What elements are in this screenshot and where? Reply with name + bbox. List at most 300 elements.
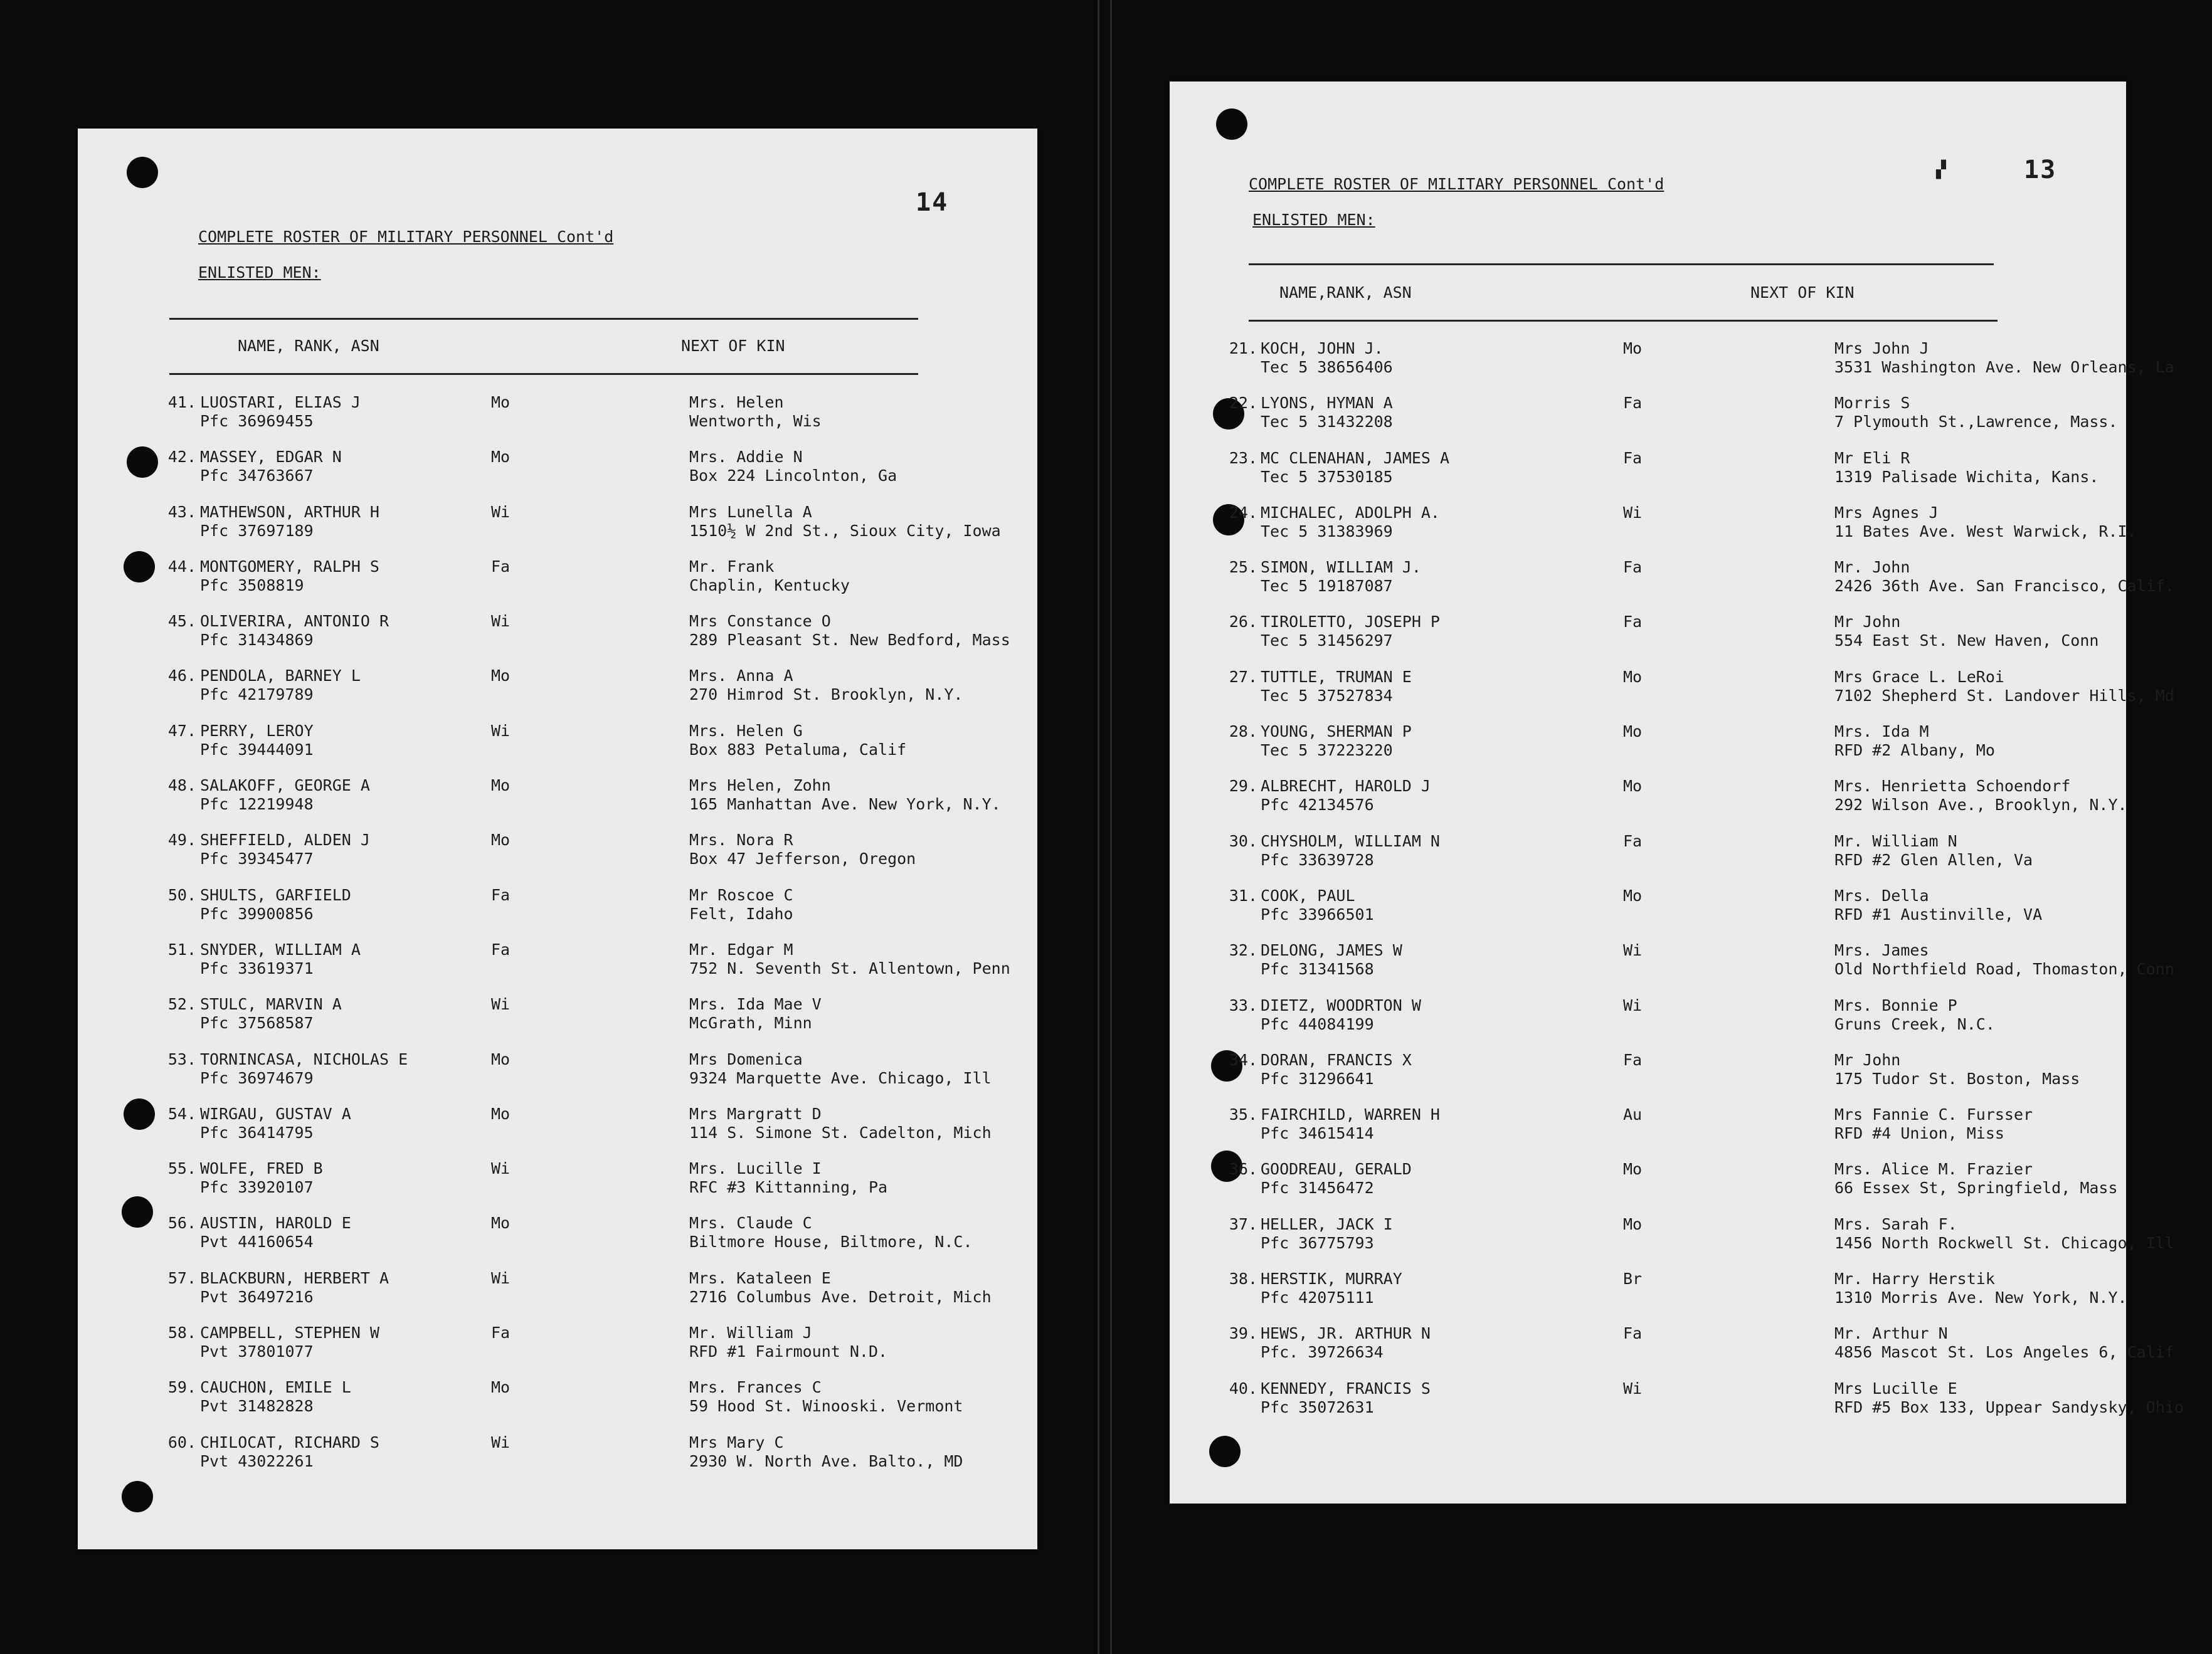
- entry-number: 47.: [167, 721, 196, 740]
- entry-number: 58.: [167, 1324, 196, 1342]
- relationship: Fa: [1623, 448, 1643, 467]
- next-of-kin-address: 554 East St. New Haven, Conn: [1834, 631, 2099, 650]
- soldier-name: TORNINCASA, NICHOLAS E: [200, 1050, 408, 1068]
- entry-number: 24.: [1229, 503, 1257, 522]
- entry-number: 35.: [1229, 1105, 1257, 1124]
- next-of-kin-name: Mrs Fannie C. Fursser: [1834, 1105, 2033, 1124]
- entry-number: 33.: [1229, 996, 1257, 1014]
- rank-serial-number: Pfc 31341568: [1261, 960, 1374, 979]
- roster-entry: [150, 722, 1028, 776]
- relationship: Mo: [491, 666, 511, 685]
- entry-number: 48.: [167, 776, 196, 795]
- rank-serial-number: Tec 5 37223220: [1261, 741, 1393, 760]
- next-of-kin-address: 114 S. Simone St. Cadelton, Mich: [689, 1123, 992, 1142]
- rank-serial-number: Pfc 12219948: [200, 795, 314, 814]
- roster-entry: [150, 666, 1028, 721]
- rank-serial-number: Pfc 34615414: [1261, 1124, 1374, 1143]
- rank-serial-number: Pfc 33619371: [200, 959, 314, 977]
- relationship: Wi: [1623, 503, 1643, 522]
- rank-serial-number: Pfc 36969455: [200, 412, 314, 430]
- entry-number: 37.: [1229, 1214, 1257, 1233]
- relationship: Fa: [1623, 1324, 1643, 1343]
- rank-serial-number: Pfc 33639728: [1261, 850, 1374, 869]
- soldier-name: PERRY, LEROY: [200, 721, 314, 740]
- soldier-name: KENNEDY, FRANCIS S: [1261, 1379, 1431, 1398]
- entry-number: 56.: [167, 1214, 196, 1233]
- section-title: ENLISTED MEN:: [1252, 211, 1375, 229]
- roster-entry: [150, 1269, 1028, 1324]
- next-of-kin-name: Mrs Constance O: [689, 612, 831, 631]
- next-of-kin-address: 1310 Morris Ave. New York, N.Y.: [1834, 1288, 2127, 1307]
- entry-number: 51.: [167, 940, 196, 959]
- relationship: Wi: [491, 1268, 511, 1287]
- next-of-kin-address: 3531 Washington Ave. New Orleans, La: [1834, 358, 2174, 376]
- roster-entry: [1201, 1160, 2117, 1214]
- next-of-kin-address: 7 Plymouth St.,Lawrence, Mass.: [1834, 413, 2118, 431]
- soldier-name: ALBRECHT, HAROLD J: [1261, 777, 1431, 796]
- punch-hole: [122, 1196, 153, 1228]
- document-title: COMPLETE ROSTER OF MILITARY PERSONNEL Cont'd: [198, 228, 614, 246]
- roster-entry: [150, 1214, 1028, 1268]
- next-of-kin-name: Mrs Margratt D: [689, 1104, 822, 1123]
- roster-entry: [1201, 449, 2117, 503]
- next-of-kin-name: Mr John: [1834, 1050, 1901, 1069]
- next-of-kin-address: 270 Himrod St. Brooklyn, N.Y.: [689, 685, 963, 704]
- entry-number: 45.: [167, 612, 196, 631]
- section-title: ENLISTED MEN:: [198, 263, 321, 282]
- rank-serial-number: Pfc 44084199: [1261, 1014, 1374, 1033]
- relationship: Mo: [1623, 339, 1643, 357]
- soldier-name: BLACKBURN, HERBERT A: [200, 1268, 389, 1287]
- roster-entry: [150, 1324, 1028, 1378]
- rank-serial-number: Pfc 39345477: [200, 850, 314, 868]
- rank-serial-number: Pfc 39444091: [200, 740, 314, 759]
- next-of-kin-name: Mrs Grace L. LeRoi: [1834, 667, 2004, 686]
- punch-hole: [127, 157, 158, 188]
- gutter-divider: [1098, 0, 1099, 1654]
- relationship: Fa: [1623, 831, 1643, 850]
- relationship: Wi: [491, 502, 511, 521]
- roster-entry: [150, 612, 1028, 666]
- relationship: Mo: [1623, 667, 1643, 686]
- relationship: Mo: [491, 1214, 511, 1233]
- next-of-kin-address: 66 Essex St, Springfield, Mass: [1834, 1179, 2118, 1198]
- next-of-kin-name: Mrs Lunella A: [689, 502, 812, 521]
- header-rule: [169, 318, 918, 320]
- soldier-name: SNYDER, WILLIAM A: [200, 940, 361, 959]
- rank-serial-number: Tec 5 37530185: [1261, 467, 1393, 486]
- roster-entry: [150, 1159, 1028, 1214]
- relationship: Fa: [491, 1324, 511, 1342]
- next-of-kin-address: Gruns Creek, N.C.: [1834, 1014, 1995, 1033]
- next-of-kin-name: Mrs. Claude C: [689, 1214, 812, 1233]
- next-of-kin-name: Mrs. Helen: [689, 393, 784, 411]
- next-of-kin-address: 2426 36th Ave. San Francisco, Calif.: [1834, 577, 2174, 596]
- soldier-name: TIROLETTO, JOSEPH P: [1261, 613, 1440, 631]
- column-header-name: NAME, RANK, ASN: [238, 337, 379, 355]
- header-rule: [1249, 320, 1998, 322]
- relationship: Wi: [491, 1159, 511, 1178]
- next-of-kin-name: Mrs. Ida M: [1834, 722, 1929, 741]
- rank-serial-number: Pfc 33920107: [200, 1178, 314, 1197]
- next-of-kin-address: Box 47 Jefferson, Oregon: [689, 850, 916, 868]
- soldier-name: YOUNG, SHERMAN P: [1261, 722, 1412, 741]
- roster-entry: [1201, 722, 2117, 777]
- next-of-kin-name: Mrs. James: [1834, 941, 1929, 960]
- next-of-kin-name: Mrs Agnes J: [1834, 503, 1939, 522]
- roster-entry: [1201, 1214, 2174, 1270]
- next-of-kin-name: Mrs. Alice M. Frazier: [1834, 1160, 2033, 1179]
- soldier-name: AUSTIN, HAROLD E: [200, 1214, 351, 1233]
- relationship: Fa: [491, 557, 511, 576]
- page-number: 13: [2024, 155, 2057, 184]
- roster-entry: [150, 557, 1028, 612]
- punch-hole: [1209, 1436, 1241, 1467]
- entry-number: 38.: [1229, 1270, 1257, 1288]
- entry-number: 28.: [1229, 722, 1257, 741]
- relationship: Mo: [491, 776, 511, 795]
- column-header-name: NAME,RANK, ASN: [1279, 283, 1412, 302]
- relationship: Wi: [1623, 996, 1643, 1014]
- roster-entry: [1201, 777, 2127, 831]
- soldier-name: CAMPBELL, STEPHEN W: [200, 1324, 379, 1342]
- entry-number: 54.: [167, 1104, 196, 1123]
- entry-number: 39.: [1229, 1324, 1257, 1343]
- entry-number: 31.: [1229, 886, 1257, 905]
- rank-serial-number: Tec 5 38656406: [1261, 358, 1393, 376]
- next-of-kin-address: 175 Tudor St. Boston, Mass: [1834, 1069, 2080, 1088]
- soldier-name: MONTGOMERY, RALPH S: [200, 557, 379, 576]
- header-rule: [169, 373, 918, 375]
- rank-serial-number: Pfc 31434869: [200, 631, 314, 650]
- next-of-kin-name: Mrs. Della: [1834, 886, 1929, 905]
- soldier-name: MC CLENAHAN, JAMES A: [1261, 448, 1450, 467]
- roster-entry: [150, 1050, 1028, 1105]
- soldier-name: MICHALEC, ADOLPH A.: [1261, 503, 1440, 522]
- next-of-kin-address: Felt, Idaho: [689, 904, 793, 923]
- next-of-kin-address: 9324 Marquette Ave. Chicago, Ill: [689, 1068, 992, 1087]
- entry-number: 36.: [1229, 1160, 1257, 1179]
- relationship: Fa: [491, 885, 511, 904]
- relationship: Fa: [491, 940, 511, 959]
- roster-entry: [1201, 394, 2117, 448]
- handwritten-mark-icon: ▞: [1936, 161, 1946, 179]
- rank-serial-number: Pfc 39900856: [200, 904, 314, 923]
- roster-entry: [1201, 887, 2117, 941]
- next-of-kin-address: 11 Bates Ave. West Warwick, R.I.: [1834, 522, 2137, 540]
- punch-hole: [1216, 108, 1247, 140]
- next-of-kin-name: Mr. Arthur N: [1834, 1324, 1948, 1343]
- next-of-kin-address: 292 Wilson Ave., Brooklyn, N.Y.: [1834, 796, 2127, 814]
- next-of-kin-name: Mr Eli R: [1834, 448, 1910, 467]
- next-of-kin-address: 2930 W. North Ave. Balto., MD: [689, 1451, 963, 1470]
- roster-entry: [1201, 941, 2174, 996]
- entry-number: 49.: [167, 831, 196, 850]
- roster-entry: [1201, 1324, 2174, 1379]
- next-of-kin-name: Mrs. Frances C: [689, 1378, 822, 1397]
- rank-serial-number: Pvt 43022261: [200, 1451, 314, 1470]
- entry-number: 53.: [167, 1050, 196, 1068]
- soldier-name: HELLER, JACK I: [1261, 1214, 1393, 1233]
- roster-entry: [150, 503, 1028, 557]
- roster-entry: [1201, 667, 2174, 722]
- rank-serial-number: Pvt 37801077: [200, 1342, 314, 1361]
- next-of-kin-name: Mrs. Lucille I: [689, 1159, 822, 1178]
- next-of-kin-name: Mr. William N: [1834, 831, 1957, 850]
- rank-serial-number: Pfc 34763667: [200, 466, 314, 485]
- gutter-divider: [1110, 0, 1112, 1654]
- entry-number: 26.: [1229, 613, 1257, 631]
- next-of-kin-address: 2716 Columbus Ave. Detroit, Mich: [689, 1287, 992, 1306]
- rank-serial-number: Pfc 3508819: [200, 576, 304, 594]
- entry-number: 29.: [1229, 777, 1257, 796]
- rank-serial-number: Tec 5 31432208: [1261, 413, 1393, 431]
- soldier-name: WOLFE, FRED B: [200, 1159, 323, 1178]
- roster-page-14: [78, 129, 1037, 1549]
- entry-number: 46.: [167, 666, 196, 685]
- roster-entry: [150, 448, 1028, 502]
- entry-number: 52.: [167, 995, 196, 1014]
- rank-serial-number: Pvt 31482828: [200, 1397, 314, 1416]
- next-of-kin-address: 59 Hood St. Winooski. Vermont: [689, 1397, 963, 1416]
- relationship: Wi: [491, 721, 511, 740]
- roster-entry: [1201, 339, 2174, 394]
- next-of-kin-address: RFC #3 Kittanning, Pa: [689, 1178, 888, 1197]
- relationship: Br: [1623, 1270, 1643, 1288]
- relationship: Wi: [491, 1433, 511, 1451]
- next-of-kin-name: Mrs. Sarah F.: [1834, 1214, 1957, 1233]
- next-of-kin-name: Morris S: [1834, 394, 1910, 413]
- relationship: Mo: [1623, 1214, 1643, 1233]
- rank-serial-number: Pfc 37697189: [200, 521, 314, 540]
- next-of-kin-name: Mrs. Henrietta Schoendorf: [1834, 777, 2071, 796]
- soldier-name: KOCH, JOHN J.: [1261, 339, 1384, 357]
- entry-number: 60.: [167, 1433, 196, 1451]
- roster-entry: [1201, 503, 2137, 558]
- next-of-kin-name: Mr John: [1834, 613, 1901, 631]
- soldier-name: DELONG, JAMES W: [1261, 941, 1402, 960]
- relationship: Wi: [491, 612, 511, 631]
- next-of-kin-name: Mrs Helen, Zohn: [689, 776, 831, 795]
- roster-entry: [1201, 613, 2117, 667]
- soldier-name: PENDOLA, BARNEY L: [200, 666, 361, 685]
- next-of-kin-name: Mrs Domenica: [689, 1050, 803, 1068]
- next-of-kin-address: Old Northfield Road, Thomaston, Conn: [1834, 960, 2174, 979]
- relationship: Mo: [1623, 886, 1643, 905]
- rank-serial-number: Pfc 36414795: [200, 1123, 314, 1142]
- soldier-name: SHULTS, GARFIELD: [200, 885, 351, 904]
- relationship: Mo: [491, 1104, 511, 1123]
- header-rule: [1249, 263, 1994, 265]
- next-of-kin-address: 289 Pleasant St. New Bedford, Mass: [689, 631, 1010, 650]
- next-of-kin-name: Mr. Harry Herstik: [1834, 1270, 1995, 1288]
- entry-number: 30.: [1229, 831, 1257, 850]
- next-of-kin-address: RFD #1 Austinville, VA: [1834, 905, 2043, 924]
- soldier-name: LUOSTARI, ELIAS J: [200, 393, 361, 411]
- entry-number: 22.: [1229, 394, 1257, 413]
- relationship: Fa: [1623, 1050, 1643, 1069]
- roster-entry: [1201, 996, 2117, 1051]
- punch-hole: [122, 1481, 153, 1512]
- document-title: COMPLETE ROSTER OF MILITARY PERSONNEL Cont'd: [1249, 175, 1664, 193]
- entry-number: 23.: [1229, 448, 1257, 467]
- rank-serial-number: Pfc 31456472: [1261, 1179, 1374, 1198]
- next-of-kin-name: Mr. John: [1834, 558, 1910, 577]
- soldier-name: CHILOCAT, RICHARD S: [200, 1433, 379, 1451]
- entry-number: 32.: [1229, 941, 1257, 960]
- next-of-kin-address: Wentworth, Wis: [689, 412, 822, 430]
- next-of-kin-address: 165 Manhattan Ave. New York, N.Y.: [689, 795, 1001, 814]
- next-of-kin-address: Box 883 Petaluma, Calif: [689, 740, 907, 759]
- roster-entry: [150, 995, 1028, 1050]
- next-of-kin-address: RFD #2 Glen Allen, Va: [1834, 850, 2033, 869]
- soldier-name: MASSEY, EDGAR N: [200, 448, 342, 466]
- page-number: 14: [916, 188, 949, 217]
- entry-number: 42.: [167, 448, 196, 466]
- rank-serial-number: Tec 5 31383969: [1261, 522, 1393, 540]
- next-of-kin-name: Mr. Frank: [689, 557, 775, 576]
- soldier-name: HEWS, JR. ARTHUR N: [1261, 1324, 1431, 1343]
- rank-serial-number: Pfc 42179789: [200, 685, 314, 704]
- entry-number: 34.: [1229, 1050, 1257, 1069]
- soldier-name: OLIVERIRA, ANTONIO R: [200, 612, 389, 631]
- entry-number: 27.: [1229, 667, 1257, 686]
- next-of-kin-name: Mrs. Kataleen E: [689, 1268, 831, 1287]
- roster-list: [150, 393, 1028, 1488]
- next-of-kin-address: RFD #2 Albany, Mo: [1834, 741, 1995, 760]
- soldier-name: LYONS, HYMAN A: [1261, 394, 1393, 413]
- roster-entry: [150, 393, 1028, 448]
- entry-number: 21.: [1229, 339, 1257, 357]
- next-of-kin-name: Mr Roscoe C: [689, 885, 793, 904]
- soldier-name: TUTTLE, TRUMAN E: [1261, 667, 1412, 686]
- soldier-name: SIMON, WILLIAM J.: [1261, 558, 1421, 577]
- relationship: Mo: [491, 831, 511, 850]
- entry-number: 55.: [167, 1159, 196, 1178]
- rank-serial-number: Tec 5 31456297: [1261, 631, 1393, 650]
- rank-serial-number: Pfc 36974679: [200, 1068, 314, 1087]
- rank-serial-number: Pfc 33966501: [1261, 905, 1374, 924]
- relationship: Fa: [1623, 613, 1643, 631]
- entry-number: 59.: [167, 1378, 196, 1397]
- next-of-kin-name: Mrs John J: [1834, 339, 1929, 357]
- rank-serial-number: Pfc 42134576: [1261, 796, 1374, 814]
- rank-serial-number: Pfc 37568587: [200, 1014, 314, 1033]
- roster-entry: [150, 831, 1028, 885]
- entry-number: 40.: [1229, 1379, 1257, 1398]
- next-of-kin-address: 1319 Palisade Wichita, Kans.: [1834, 467, 2099, 486]
- next-of-kin-name: Mrs. Nora R: [689, 831, 793, 850]
- soldier-name: WIRGAU, GUSTAV A: [200, 1104, 351, 1123]
- relationship: Mo: [1623, 777, 1643, 796]
- roster-entry: [150, 1378, 1028, 1433]
- next-of-kin-address: RFD #4 Union, Miss: [1834, 1124, 2004, 1143]
- roster-entry: [1201, 558, 2174, 613]
- roster-entry: [1201, 832, 2117, 887]
- relationship: Wi: [1623, 941, 1643, 960]
- next-of-kin-address: McGrath, Minn: [689, 1014, 812, 1033]
- rank-serial-number: Pfc 31296641: [1261, 1069, 1374, 1088]
- column-header-kin: NEXT OF KIN: [681, 337, 785, 355]
- next-of-kin-name: Mrs. Helen G: [689, 721, 803, 740]
- column-header-kin: NEXT OF KIN: [1750, 283, 1855, 302]
- roster-entry: [150, 776, 1028, 831]
- entry-number: 57.: [167, 1268, 196, 1287]
- roster-list: [1201, 339, 2184, 1434]
- soldier-name: HERSTIK, MURRAY: [1261, 1270, 1402, 1288]
- soldier-name: GOODREAU, GERALD: [1261, 1160, 1412, 1179]
- relationship: Mo: [1623, 722, 1643, 741]
- entry-number: 25.: [1229, 558, 1257, 577]
- roster-page-13: [1170, 82, 2184, 1504]
- next-of-kin-address: Box 224 Lincolnton, Ga: [689, 466, 897, 485]
- rank-serial-number: Pfc. 39726634: [1261, 1343, 1384, 1362]
- next-of-kin-address: 752 N. Seventh St. Allentown, Penn: [689, 959, 1010, 977]
- soldier-name: DIETZ, WOODRTON W: [1261, 996, 1421, 1014]
- relationship: Mo: [491, 1050, 511, 1068]
- next-of-kin-address: Biltmore House, Biltmore, N.C.: [689, 1233, 973, 1251]
- rank-serial-number: Pfc 36775793: [1261, 1233, 1374, 1252]
- next-of-kin-address: RFD #1 Fairmount N.D.: [689, 1342, 888, 1361]
- rank-serial-number: Pfc 42075111: [1261, 1288, 1374, 1307]
- entry-number: 44.: [167, 557, 196, 576]
- rank-serial-number: Pfc 35072631: [1261, 1398, 1374, 1416]
- next-of-kin-address: 4856 Mascot St. Los Angeles 6, Calif: [1834, 1343, 2174, 1362]
- relationship: Mo: [491, 393, 511, 411]
- soldier-name: MATHEWSON, ARTHUR H: [200, 502, 379, 521]
- next-of-kin-name: Mrs. Bonnie P: [1834, 996, 1957, 1014]
- soldier-name: STULC, MARVIN A: [200, 995, 342, 1014]
- rank-serial-number: Tec 5 19187087: [1261, 577, 1393, 596]
- rank-serial-number: Pvt 36497216: [200, 1287, 314, 1306]
- next-of-kin-address: 1456 North Rockwell St. Chicago, Ill: [1834, 1233, 2174, 1252]
- soldier-name: COOK, PAUL: [1261, 886, 1355, 905]
- rank-serial-number: Tec 5 37527834: [1261, 686, 1393, 705]
- roster-entry: [1201, 1105, 2117, 1160]
- rank-serial-number: Pvt 44160654: [200, 1233, 314, 1251]
- soldier-name: SHEFFIELD, ALDEN J: [200, 831, 370, 850]
- relationship: Mo: [491, 1378, 511, 1397]
- next-of-kin-name: Mrs. Anna A: [689, 666, 793, 685]
- roster-entry: [150, 1105, 1028, 1159]
- entry-number: 41.: [167, 393, 196, 411]
- soldier-name: SALAKOFF, GEORGE A: [200, 776, 370, 795]
- next-of-kin-address: 1510½ W 2nd St., Sioux City, Iowa: [689, 521, 1001, 540]
- roster-entry: [1201, 1379, 2184, 1434]
- soldier-name: CAUCHON, EMILE L: [200, 1378, 351, 1397]
- next-of-kin-name: Mr. William J: [689, 1324, 812, 1342]
- roster-entry: [1201, 1270, 2127, 1324]
- entry-number: 43.: [167, 502, 196, 521]
- relationship: Mo: [491, 448, 511, 466]
- next-of-kin-name: Mrs Lucille E: [1834, 1379, 1957, 1398]
- next-of-kin-name: Mrs. Ida Mae V: [689, 995, 822, 1014]
- relationship: Wi: [491, 995, 511, 1014]
- roster-entry: [1201, 1051, 2117, 1105]
- soldier-name: FAIRCHILD, WARREN H: [1261, 1105, 1440, 1124]
- soldier-name: CHYSHOLM, WILLIAM N: [1261, 831, 1440, 850]
- relationship: Wi: [1623, 1379, 1643, 1398]
- roster-entry: [150, 886, 1028, 940]
- relationship: Fa: [1623, 394, 1643, 413]
- next-of-kin-name: Mr. Edgar M: [689, 940, 793, 959]
- roster-entry: [150, 940, 1028, 995]
- roster-entry: [150, 1433, 1028, 1488]
- entry-number: 50.: [167, 885, 196, 904]
- next-of-kin-address: 7102 Shepherd St. Landover Hills, Md: [1834, 686, 2174, 705]
- relationship: Fa: [1623, 558, 1643, 577]
- next-of-kin-name: Mrs. Addie N: [689, 448, 803, 466]
